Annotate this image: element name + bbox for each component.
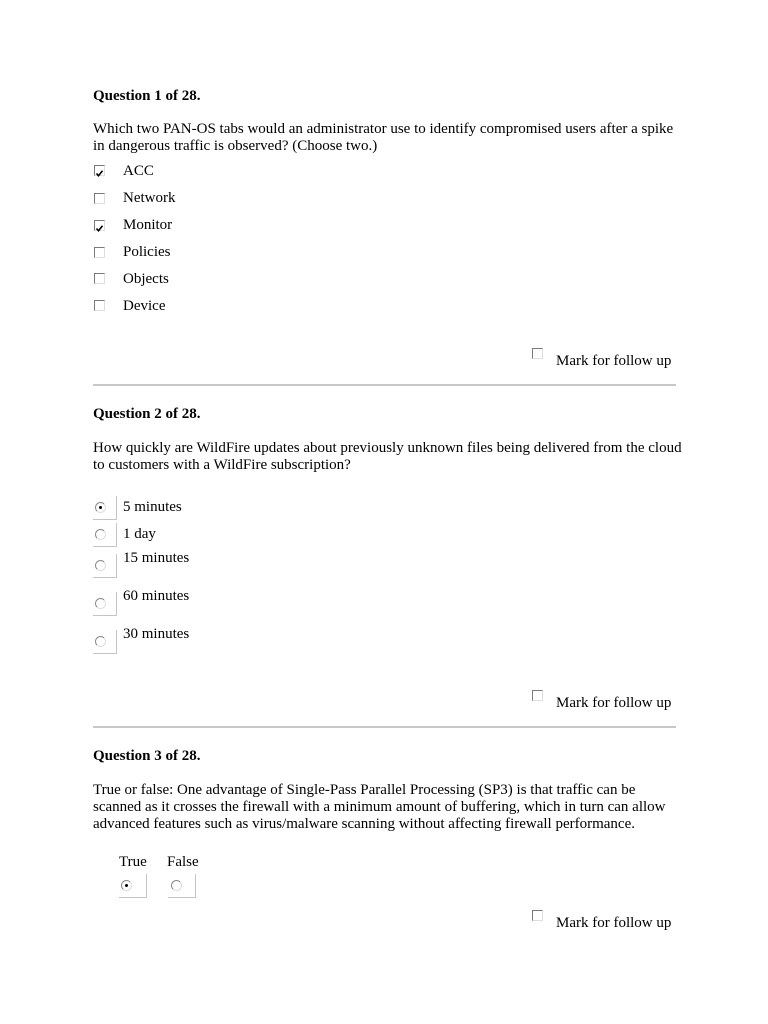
option-15-minutes-radio[interactable] <box>93 554 117 578</box>
option-label: Device <box>123 298 166 314</box>
radio-icon <box>121 880 132 891</box>
option-policies-checkbox[interactable] <box>94 247 105 258</box>
question-1-text: Which two PAN-OS tabs would an administrator use to identify compromised users after a spike in dangerous traffic is observed? (Choose two.) <box>93 121 674 154</box>
question-2-title: Question 2 of 28. <box>93 406 201 422</box>
option-network-checkbox[interactable] <box>94 193 105 204</box>
option-label: Network <box>123 190 176 206</box>
radio-icon <box>95 636 106 647</box>
option-label: ACC <box>123 163 154 179</box>
radio-icon <box>95 560 106 571</box>
question-1-title: Question 1 of 28. <box>93 88 201 104</box>
option-device-checkbox[interactable] <box>94 300 105 311</box>
option-label: 60 minutes <box>123 588 190 604</box>
option-label: True <box>119 854 147 870</box>
option-objects-checkbox[interactable] <box>94 273 105 284</box>
divider <box>93 726 676 728</box>
option-label: 30 minutes <box>123 626 190 642</box>
option-monitor-checkbox[interactable] <box>94 220 105 231</box>
option-label: 15 minutes <box>123 550 190 566</box>
option-false-radio[interactable] <box>168 874 196 898</box>
option-60-minutes-radio[interactable] <box>93 592 117 616</box>
option-acc-checkbox[interactable] <box>94 165 105 176</box>
follow-up-label: Mark for follow up <box>556 695 672 711</box>
divider <box>93 384 676 386</box>
checkmark-icon <box>95 224 104 233</box>
radio-icon <box>95 598 106 609</box>
question-3-text: True or false: One advantage of Single-Pass Parallel Processing (SP3) is that traffic can be scanned as it crosses the firewall with a minimum amount of buffering, which in turn can allow advanced features such as virus/malware scanning without affecting firewall performance. <box>93 782 666 832</box>
radio-icon <box>171 880 182 891</box>
follow-up-label: Mark for follow up <box>556 915 672 931</box>
option-1-day-radio[interactable] <box>93 523 117 547</box>
follow-up-checkbox[interactable] <box>532 690 543 701</box>
option-label: 1 day <box>123 526 156 542</box>
radio-icon <box>95 529 106 540</box>
question-3-title: Question 3 of 28. <box>93 748 201 764</box>
option-label: Monitor <box>123 217 173 233</box>
option-label: False <box>167 854 199 870</box>
option-5-minutes-radio[interactable] <box>93 496 117 520</box>
option-30-minutes-radio[interactable] <box>93 630 117 654</box>
option-true-radio[interactable] <box>119 874 147 898</box>
option-label: 5 minutes <box>123 499 182 515</box>
follow-up-checkbox[interactable] <box>532 910 543 921</box>
option-label: Policies <box>123 244 171 260</box>
follow-up-checkbox[interactable] <box>532 348 543 359</box>
option-label: Objects <box>123 271 169 287</box>
follow-up-label: Mark for follow up <box>556 353 672 369</box>
checkmark-icon <box>95 169 104 178</box>
question-2-text: How quickly are WildFire updates about previously unknown files being delivered from the cloud to customers with a WildFire subscription? <box>93 440 682 473</box>
radio-icon <box>95 502 106 513</box>
